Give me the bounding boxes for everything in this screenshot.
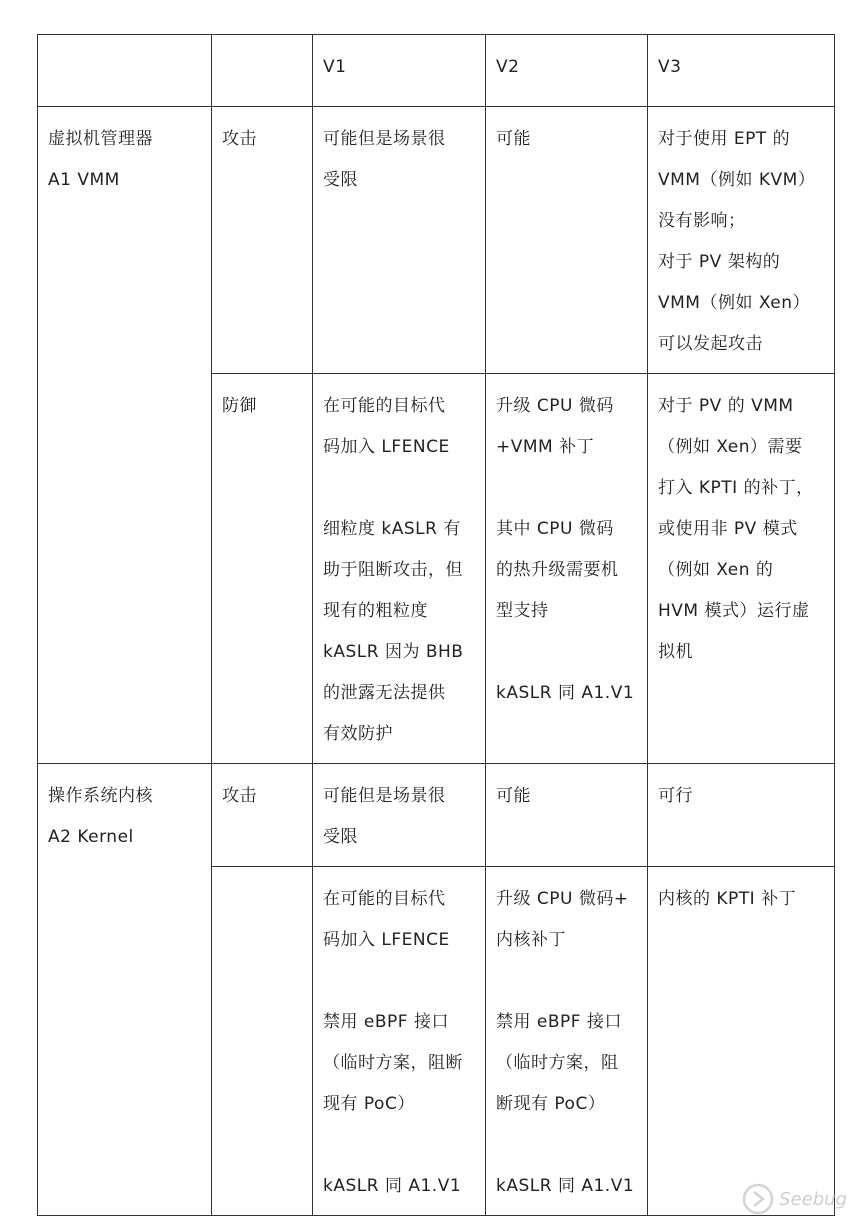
seebug-logo-icon [741,1182,775,1216]
cell-a2-defense-v1 [313,867,486,1216]
group-title-line: A2 Kernel [48,827,134,847]
group-title-line: 虚拟机管理器 [48,129,153,149]
cell-line: VMM（例如 Xen） [658,293,810,313]
spacer [496,961,637,1002]
cell-line: 在可能的目标代 [323,889,446,909]
cell-a1-attack-v1 [313,107,486,374]
cell-a1-attack-v3 [648,107,835,374]
cell-line: 有效防护 [323,724,393,744]
spacer [496,1125,637,1166]
header-cell-v1: V1 [313,35,486,107]
spacer [323,1125,475,1166]
cell-line: （临时方案，阻 [496,1053,619,1073]
cell-line: 对于 PV 的 VMM [658,396,794,416]
table-row-a1-attack [38,107,835,374]
cell-line: 没有影响； [658,211,746,231]
cell-line: +VMM 补丁 [496,437,595,457]
cell-line: （例如 Xen 的 [658,560,774,580]
row-label [212,867,313,1216]
table-row-a2-attack [38,764,835,867]
spacer [323,468,475,509]
cell-line: 断现有 PoC） [496,1094,606,1114]
cell-a2-defense-v3 [648,867,835,1216]
group-title-a2 [38,764,212,1216]
cell-a1-defense-v1 [313,374,486,764]
cell-line: （临时方案，阻断 [323,1053,463,1073]
cell-line: 禁用 eBPF 接口 [323,1012,449,1032]
spacer [496,468,637,509]
header-cell-v3: V3 [648,35,835,107]
group-title-line: A1 VMM [48,170,120,190]
cell-a2-attack-v1 [313,764,486,867]
cell-line: 对于使用 EPT 的 [658,129,791,149]
cell-line: kASLR 同 A1.V1 [496,683,635,703]
cell-line: HVM 模式）运行虚 [658,601,810,621]
cell-line: 升级 CPU 微码+ [496,889,629,909]
cell-line: 可以发起攻击 [658,334,763,354]
group-title-line: 操作系统内核 [48,786,153,806]
cell-line: 型支持 [496,601,549,621]
cell-line: 可能但是场景很 [323,129,446,149]
cell-line: （例如 Xen）需要 [658,437,803,457]
cell-line: 其中 CPU 微码 [496,519,614,539]
cell-line: 升级 CPU 微码 [496,396,614,416]
cell-a1-defense-v2 [486,374,648,764]
cell-line: 现有的粗粒度 [323,601,428,621]
comparison-table [37,34,835,1216]
cell-a2-attack-v3 [648,764,835,867]
cell-line: 内核补丁 [496,930,566,950]
header-cell-empty-2 [212,35,313,107]
cell-line: 的泄露无法提供 [323,683,446,703]
row-label: 攻击 [212,107,313,374]
cell-line: kASLR 同 A1.V1 [496,1176,635,1196]
header-cell-empty-1 [38,35,212,107]
cell-line: 现有 PoC） [323,1094,415,1114]
header-cell-v2: V2 [486,35,648,107]
cell-line: 或使用非 PV 模式 [658,519,798,539]
header-row [38,35,835,107]
cell-line: 的热升级需要机 [496,560,619,580]
cell-line: 码加入 LFENCE [323,930,450,950]
cell-line: 可能但是场景很 [323,786,446,806]
cell-line: 码加入 LFENCE [323,437,450,457]
cell-line: 受限 [323,170,358,190]
cell-line: 细粒度 kASLR 有 [323,519,461,539]
cell-line: 受限 [323,827,358,847]
cell-a2-attack-v2 [486,764,648,867]
cell-line: 对于 PV 架构的 [658,252,781,272]
cell-line: 内核的 KPTI 补丁 [658,889,797,909]
cell-a1-defense-v3 [648,374,835,764]
spacer [496,632,637,673]
row-label: 防御 [212,374,313,764]
cell-line: 助于阻断攻击，但 [323,560,463,580]
spacer [323,961,475,1002]
cell-line: VMM（例如 KVM） [658,170,816,190]
cell-a1-attack-v2 [486,107,648,374]
cell-a2-defense-v2 [486,867,648,1216]
cell-line: 可能 [496,129,531,149]
row-label: 攻击 [212,764,313,867]
seebug-watermark [741,1182,847,1216]
cell-line: 禁用 eBPF 接口 [496,1012,622,1032]
cell-line: 打入 KPTI 的补丁， [658,478,814,498]
cell-line: 可能 [496,786,531,806]
cell-line: 可行 [658,786,693,806]
cell-line: kASLR 同 A1.V1 [323,1176,462,1196]
cell-line: 拟机 [658,642,693,662]
watermark-text: Seebug [779,1188,847,1210]
cell-line: 在可能的目标代 [323,396,446,416]
group-title-a1 [38,107,212,764]
cell-line: kASLR 因为 BHB [323,642,464,662]
